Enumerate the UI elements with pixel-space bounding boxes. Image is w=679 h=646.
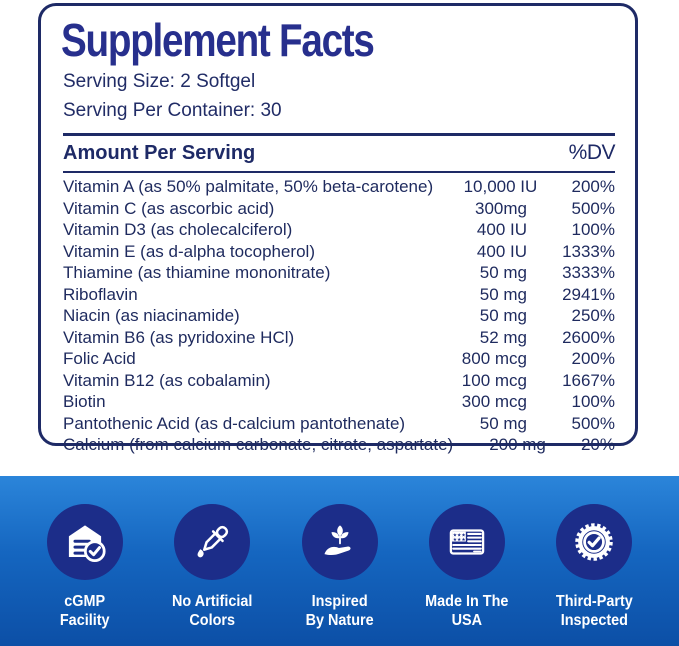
nutrient-name: Vitamin C (as ascorbic acid) [63, 198, 275, 218]
svg-text:★★★: ★★★ [452, 533, 466, 539]
badge-label: Made In The USA [425, 593, 509, 629]
nutrient-amount: 400 IU [476, 220, 527, 239]
supplement-facts-panel [38, 3, 638, 454]
seal-check-icon [556, 504, 632, 580]
table-row [61, 391, 615, 413]
nutrient-amount: 52 mg [479, 327, 527, 347]
nutrient-dv: 2600% [562, 327, 615, 347]
nutrient-amount: 50 mg [479, 413, 527, 433]
divider-thin [63, 171, 615, 173]
panel-title: Supplement Facts [61, 14, 374, 66]
badge-no-artificial-colors [153, 504, 271, 646]
table-header [61, 136, 615, 171]
hand-leaf-icon [302, 504, 378, 580]
nutrient-name: Vitamin E (as d-alpha tocopherol) [63, 241, 315, 261]
nutrient-name: Vitamin A (as 50% palmitate, 50% beta-carotene) [63, 177, 434, 196]
badge-label: Inspired By Nature [305, 593, 374, 629]
table-row [61, 434, 615, 456]
badge-label: Third-Party Inspected [555, 593, 633, 629]
nutrient-dv: 200% [571, 349, 615, 368]
table-row [61, 370, 615, 392]
svg-text:★★★: ★★★ [452, 538, 466, 544]
nutrient-dv: 500% [571, 413, 615, 433]
table-row [61, 413, 615, 435]
serving-size: Serving Size: 2 Softgel [63, 71, 256, 92]
amount-per-serving-header: Amount Per Serving [63, 142, 256, 164]
nutrient-amount: 300mg [475, 198, 527, 218]
table-row [61, 198, 615, 220]
nutrient-amount: 100 mcg [461, 370, 527, 390]
nutrient-dv: 1333% [562, 241, 615, 261]
table-row [61, 241, 615, 263]
nutrient-dv: 500% [571, 198, 615, 218]
badge-label: No Artificial Colors [172, 593, 253, 629]
nutrient-dv: 200% [571, 177, 615, 196]
nutrient-name: Thiamine (as thiamine mononitrate) [63, 263, 331, 282]
nutrient-amount: 10,000 IU [463, 177, 538, 196]
badge-made-in-usa [408, 504, 526, 646]
nutrient-amount: 50 mg [479, 263, 527, 282]
nutrient-name: Vitamin B6 (as pyridoxine HCl) [63, 327, 295, 347]
table-row [61, 327, 615, 349]
nutrient-amount: 200 mg [489, 435, 546, 454]
serving-per-container: Serving Per Container: 30 [63, 100, 282, 121]
nutrient-table [61, 176, 617, 456]
nutrient-amount: 400 IU [476, 241, 527, 261]
usa-flag-icon [429, 504, 505, 580]
table-row [61, 305, 615, 327]
nutrient-dv: 100% [571, 220, 615, 239]
nutrient-name: Folic Acid [63, 349, 136, 368]
nutrient-name: Pantothenic Acid (as d-calcium pantothenate) [63, 413, 406, 433]
features-banner [0, 476, 679, 646]
badge-third-party-inspected [535, 504, 653, 646]
nutrient-dv: 100% [571, 392, 615, 411]
nutrient-name: Niacin (as niacinamide) [63, 306, 240, 325]
nutrient-dv: 1667% [562, 370, 615, 390]
nutrient-name: Biotin [63, 392, 106, 411]
nutrient-name: Riboflavin [63, 284, 138, 304]
table-row [61, 176, 615, 198]
table-row [61, 284, 615, 306]
nutrient-amount: 300 mcg [461, 392, 527, 411]
nutrient-dv: 2941% [562, 284, 615, 304]
nutrient-name: Calcium (from calcium carbonate, citrate, aspartate) [63, 435, 454, 454]
nutrient-name: Vitamin D3 (as cholecalciferol) [63, 220, 293, 239]
dropper-icon [174, 504, 250, 580]
table-row [61, 219, 615, 241]
nutrient-dv: 3333% [562, 263, 615, 282]
badge-inspired-by-nature [281, 504, 399, 646]
badge-label: cGMP Facility [60, 593, 110, 629]
nutrient-amount: 800 mcg [461, 349, 527, 368]
nutrient-dv: 250% [571, 306, 615, 325]
nutrient-dv: 20% [580, 435, 615, 454]
table-row [61, 348, 615, 370]
factory-check-icon [47, 504, 123, 580]
nutrient-name: Vitamin B12 (as cobalamin) [63, 370, 271, 390]
nutrient-amount: 50 mg [479, 306, 527, 325]
table-row [61, 262, 615, 284]
percent-dv-header: %DV [568, 141, 615, 164]
badge-cgmp-facility [26, 504, 144, 646]
nutrient-amount: 50 mg [479, 284, 527, 304]
